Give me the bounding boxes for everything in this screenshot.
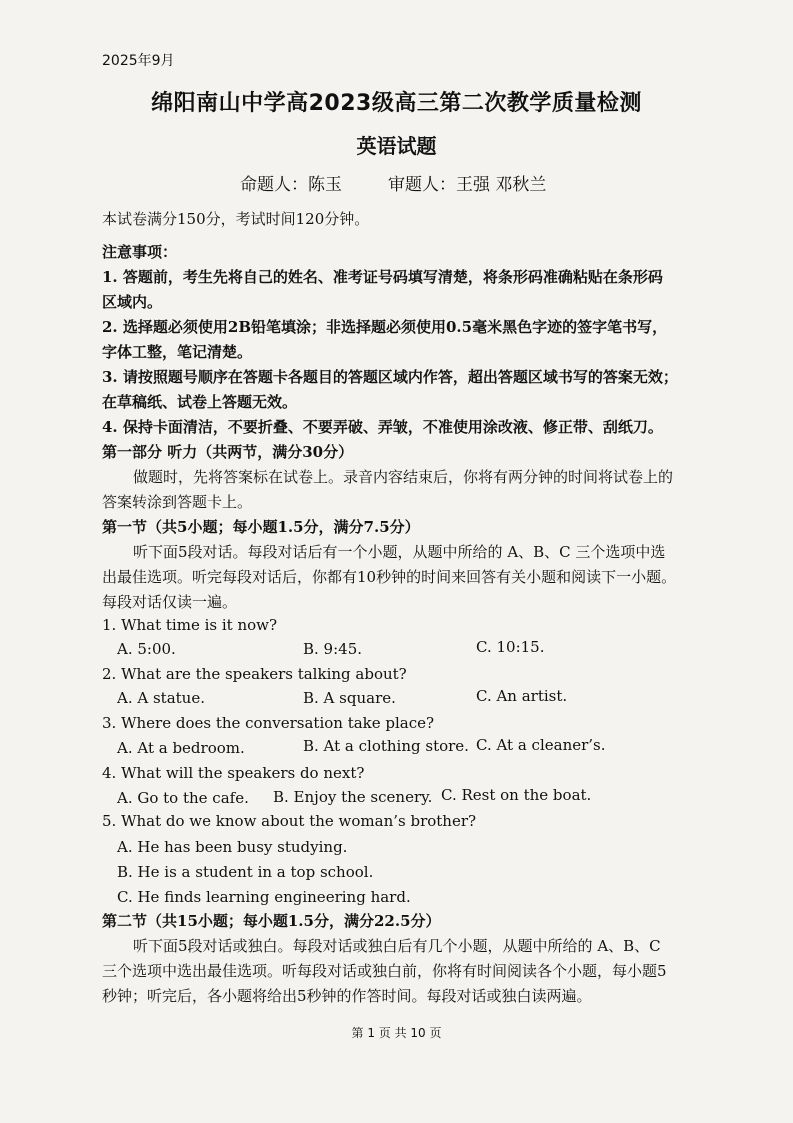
part1-instruction: 答案转涂到答题卡上。: [102, 493, 253, 511]
part1-instruction: 做题时，先将答案标在试卷上。录音内容结束后，你将有两分钟的时间将试卷上的: [133, 468, 674, 486]
section2-instruction: 秒钟；听完后，各小题将给出5秒钟的作答时间。每段对话或独白读两遍。: [102, 987, 592, 1005]
section2-instruction: 三个选项中选出最佳选项。听每段对话或独白前，你将有时间阅读各个小题，每小题5: [102, 962, 667, 980]
authors-line: [240, 170, 546, 195]
question-option: A. 5:00.: [117, 640, 176, 658]
question-stem: 1. What time is it now?: [102, 616, 278, 634]
notice-line: 2. 选择题必须使用2B铅笔填涂；非选择题必须使用0.5毫米黑色字迹的签字笔书写，: [102, 318, 668, 336]
question-option: B. 9:45.: [303, 640, 363, 658]
exam-subtitle: 英语试题: [356, 134, 437, 158]
exam-date: 2025年9月: [102, 53, 175, 69]
question-option: A. Go to the cafe.: [117, 789, 249, 807]
notice-line: 4. 保持卡面清洁，不要折叠、不要弄破、弄皱，不准使用涂改液、修正带、刮纸刀。: [102, 418, 663, 436]
section1-instruction: 每段对话仅读一遍。: [102, 593, 238, 611]
notice-heading: 注意事项：: [102, 243, 178, 261]
question-option: B. At a clothing store.: [303, 737, 469, 755]
question-option: C. 10:15.: [476, 638, 545, 656]
intro-text: 本试卷满分150分，考试时间120分钟。: [102, 210, 370, 228]
question-option: C. An artist.: [476, 687, 568, 705]
question-option: B. He is a student in a top school.: [117, 863, 374, 881]
part1-heading: 第一部分 听力（共两节，满分30分）: [102, 443, 354, 461]
section2-heading: 第二节（共15小题；每小题1.5分，满分22.5分）: [102, 912, 441, 930]
question-stem: 3. Where does the conversation take place?: [102, 714, 435, 732]
question-stem: 4. What will the speakers do next?: [102, 764, 365, 782]
notice-line: 1. 答题前，考生先将自己的姓名、准考证号码填写清楚，将条形码准确粘贴在条形码: [102, 268, 663, 286]
question-option: A. At a bedroom.: [117, 739, 245, 757]
question-stem: 5. What do we know about the woman’s brother?: [102, 812, 477, 830]
notice-line: 3. 请按照题号顺序在答题卡各题目的答题区域内作答，超出答题区域书写的答案无效；: [102, 368, 678, 386]
question-option: B. A square.: [303, 689, 396, 707]
section2-instruction: 听下面5段对话或独白。每段对话或独白后有几个小题，从题中所给的 A、B、C: [133, 937, 661, 955]
author-label: 命题人：陈玉: [240, 175, 342, 195]
question-option: A. He has been busy studying.: [117, 838, 348, 856]
notice-line: 在草稿纸、试卷上答题无效。: [102, 393, 298, 411]
question-option: C. He finds learning engineering hard.: [117, 888, 411, 906]
question-option: C. Rest on the boat.: [441, 786, 592, 804]
question-option: A. A statue.: [117, 689, 205, 707]
question-stem: 2. What are the speakers talking about?: [102, 665, 407, 683]
section1-instruction: 出最佳选项。听完每段对话后，你都有10秒钟的时间来回答有关小题和阅读下一小题。: [102, 568, 677, 586]
notice-line: 字体工整，笔记清楚。: [102, 343, 253, 361]
section1-instruction: 听下面5段对话。每段对话后有一个小题，从题中所给的 A、B、C 三个选项中选: [133, 543, 666, 561]
exam-title: 绵阳南山中学高2023级高三第二次教学质量检测: [151, 91, 642, 116]
section1-heading: 第一节（共5小题；每小题1.5分，满分7.5分）: [102, 518, 420, 536]
page-footer: 第 1 页 共 10 页: [351, 1026, 442, 1040]
notice-line: 区域内。: [102, 293, 163, 311]
question-option: B. Enjoy the scenery.: [273, 788, 433, 806]
question-option: C. At a cleaner’s.: [476, 736, 606, 754]
reviewer-label: 审题人：王强 邓秋兰: [388, 175, 547, 195]
